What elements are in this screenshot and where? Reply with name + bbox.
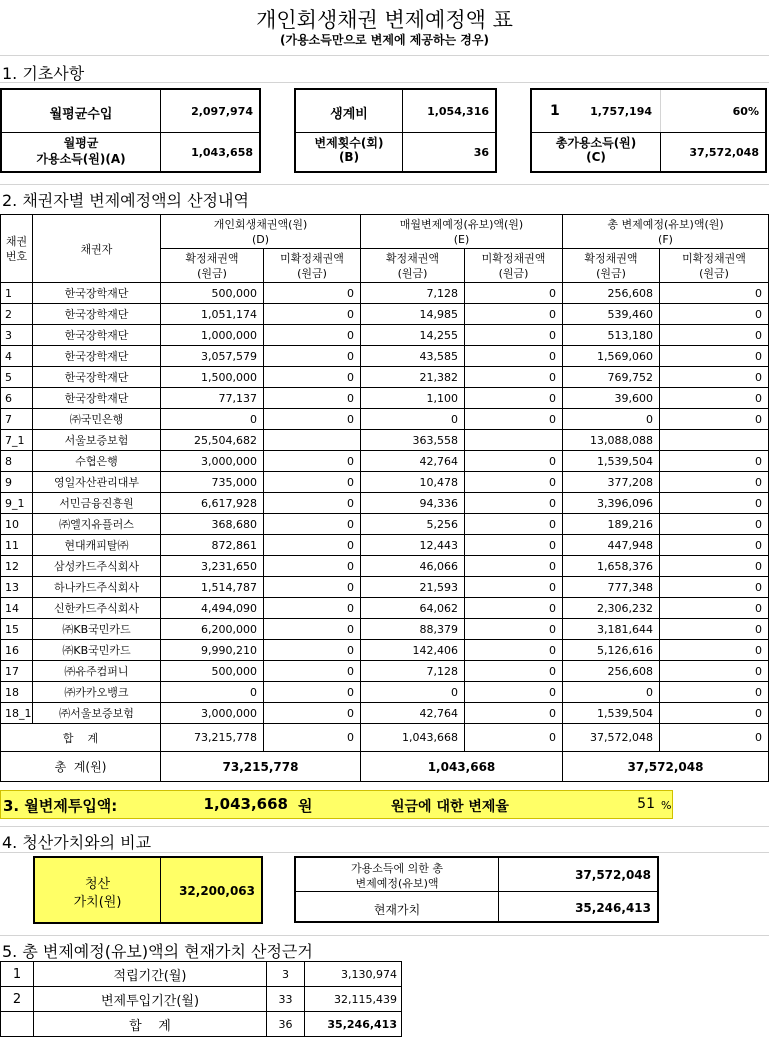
- pv-row: [1, 962, 402, 987]
- amount-e1: 363,558: [361, 430, 465, 451]
- creditor-no: 16: [1, 640, 33, 661]
- table-row: [1, 514, 769, 535]
- liquidation-label: 청산: [84, 877, 111, 892]
- page-subtitle: (가용소득만으로 변제에 제공하는 경우): [280, 33, 489, 47]
- amount-f2: 0: [660, 514, 769, 535]
- header-unconfirmed: 미확정채권액 (원금): [264, 249, 361, 283]
- table-row: [1, 703, 769, 724]
- amount-e2: 0: [465, 283, 563, 304]
- pv-row: [1, 987, 402, 1012]
- sum-d2: 0: [264, 724, 361, 752]
- amount-d1: 25,504,682: [161, 430, 264, 451]
- pv-sum-value: 35,246,413: [305, 1012, 402, 1037]
- header-creditor-no: 채권 번호: [1, 215, 33, 283]
- grid-line: [0, 184, 769, 185]
- amount-d2: 0: [264, 325, 361, 346]
- repayment-count-label-2: (B): [338, 150, 360, 164]
- amount-f1: 377,208: [563, 472, 660, 493]
- amount-e2: 0: [465, 346, 563, 367]
- total-row: [1, 752, 769, 782]
- amount-d2: 0: [264, 703, 361, 724]
- amount-f2: 0: [660, 346, 769, 367]
- amount-e1: 21,593: [361, 577, 465, 598]
- amount-d1: 9,990,210: [161, 640, 264, 661]
- amount-d2: 0: [264, 346, 361, 367]
- amount-f1: 0: [563, 682, 660, 703]
- amount-e1: 46,066: [361, 556, 465, 577]
- amount-d1: 1,514,787: [161, 577, 264, 598]
- creditor-name: ㈜유주컴퍼니: [33, 661, 161, 682]
- amount-e1: 10,478: [361, 472, 465, 493]
- table-row: [1, 367, 769, 388]
- amount-d1: 1,000,000: [161, 325, 264, 346]
- amount-e1: 5,256: [361, 514, 465, 535]
- available-total-label-2: 변제예정(유보)액: [355, 877, 439, 890]
- amount-f2: 0: [660, 388, 769, 409]
- grid-line: [0, 55, 769, 56]
- total-available-label: 총가용소득(원): [555, 136, 637, 150]
- amount-d1: 4,494,090: [161, 598, 264, 619]
- amount-e1: 64,062: [361, 598, 465, 619]
- pv-no: 1: [1, 962, 34, 987]
- section-3-title: 3. 월변제투입액:: [3, 797, 118, 815]
- amount-f1: 39,600: [563, 388, 660, 409]
- family-amount: 1,757,194: [590, 105, 652, 118]
- amount-d2: 0: [264, 514, 361, 535]
- amount-f2: 0: [660, 661, 769, 682]
- present-value-value: 35,246,413: [575, 901, 651, 915]
- amount-e2: 0: [465, 619, 563, 640]
- amount-f1: 1,539,504: [563, 703, 660, 724]
- liquidation-value-box: [33, 856, 263, 924]
- amount-e1: 14,985: [361, 304, 465, 325]
- amount-e2: 0: [465, 703, 563, 724]
- amount-f1: 1,539,504: [563, 451, 660, 472]
- repayment-ratio-label: 원금에 대한 변제율: [391, 799, 509, 815]
- page-title: 개인회생채권 변제예정액 표: [256, 8, 513, 32]
- creditor-name: ㈜카카오뱅크: [33, 682, 161, 703]
- amount-f2: 0: [660, 682, 769, 703]
- creditor-no: 7: [1, 409, 33, 430]
- amount-d1: 0: [161, 682, 264, 703]
- pv-sum-label: 합 계: [34, 1012, 267, 1037]
- creditor-no: 3: [1, 325, 33, 346]
- creditor-name: ㈜국민은행: [33, 409, 161, 430]
- section-5-title: 5. 총 변제예정(유보)액의 현재가치 산정근거: [2, 942, 313, 961]
- amount-f2: [660, 430, 769, 451]
- amount-e2: 0: [465, 451, 563, 472]
- sum-f1: 37,572,048: [563, 724, 660, 752]
- amount-f1: 13,088,088: [563, 430, 660, 451]
- amount-f2: 0: [660, 577, 769, 598]
- amount-e2: 0: [465, 640, 563, 661]
- amount-f1: 2,306,232: [563, 598, 660, 619]
- creditor-name: ㈜KB국민카드: [33, 619, 161, 640]
- table-row: [1, 535, 769, 556]
- amount-d2: 0: [264, 682, 361, 703]
- amount-e1: 88,379: [361, 619, 465, 640]
- living-cost-value: 1,054,316: [427, 105, 489, 118]
- header-creditor: 채권자: [33, 215, 161, 283]
- total-label: 총 계(원): [1, 752, 161, 782]
- amount-e1: 1,100: [361, 388, 465, 409]
- amount-f2: 0: [660, 619, 769, 640]
- section-2-title: 2. 채권자별 변제예정액의 산정내역: [2, 191, 249, 210]
- amount-f1: 447,948: [563, 535, 660, 556]
- amount-f2: 0: [660, 304, 769, 325]
- creditor-name: ㈜KB국민카드: [33, 640, 161, 661]
- amount-d2: 0: [264, 304, 361, 325]
- amount-f1: 539,460: [563, 304, 660, 325]
- table-row: [1, 556, 769, 577]
- header-D: 개인회생채권액(원) (D): [161, 215, 361, 249]
- amount-d2: 0: [264, 598, 361, 619]
- header-F: 총 변제예정(유보)액(원) (F): [563, 215, 769, 249]
- available-total-value: 37,572,048: [575, 868, 651, 882]
- amount-d2: 0: [264, 388, 361, 409]
- amount-d2: 0: [264, 661, 361, 682]
- creditor-name: ㈜엘지유플러스: [33, 514, 161, 535]
- pv-sum-row: [1, 1012, 402, 1037]
- amount-d1: 368,680: [161, 514, 264, 535]
- amount-e2: 0: [465, 325, 563, 346]
- amount-e2: 0: [465, 472, 563, 493]
- amount-e2: 0: [465, 493, 563, 514]
- table-row: [1, 409, 769, 430]
- creditor-no: 4: [1, 346, 33, 367]
- amount-e2: 0: [465, 388, 563, 409]
- available-income-label: 월평균: [63, 136, 99, 150]
- amount-d2: 0: [264, 283, 361, 304]
- creditor-no: 10: [1, 514, 33, 535]
- table-row: [1, 325, 769, 346]
- pv-label: 적립기간(월): [34, 962, 267, 987]
- table-row: [1, 451, 769, 472]
- amount-f1: 1,658,376: [563, 556, 660, 577]
- amount-f1: 5,126,616: [563, 640, 660, 661]
- creditor-no: 13: [1, 577, 33, 598]
- amount-d2: 0: [264, 577, 361, 598]
- creditor-no: 1: [1, 283, 33, 304]
- creditor-name: 서울보증보험: [33, 430, 161, 451]
- amount-f2: 0: [660, 283, 769, 304]
- creditor-no: 9_1: [1, 493, 33, 514]
- monthly-repayment-amount: 1,043,668: [203, 795, 288, 813]
- amount-d1: 735,000: [161, 472, 264, 493]
- amount-d2: 0: [264, 556, 361, 577]
- total-available-label-2: (C): [586, 150, 606, 164]
- amount-f2: 0: [660, 640, 769, 661]
- amount-d1: 6,200,000: [161, 619, 264, 640]
- creditor-no: 11: [1, 535, 33, 556]
- total-available-value: 37,572,048: [689, 146, 759, 159]
- amount-d1: 6,617,928: [161, 493, 264, 514]
- creditor-no: 5: [1, 367, 33, 388]
- amount-f1: 256,608: [563, 283, 660, 304]
- amount-d1: 77,137: [161, 388, 264, 409]
- amount-d1: 500,000: [161, 283, 264, 304]
- table-row: [1, 283, 769, 304]
- amount-f1: 3,181,644: [563, 619, 660, 640]
- header-confirmed: 확정채권액 (원금): [563, 249, 660, 283]
- amount-f1: 256,608: [563, 661, 660, 682]
- section-1-title: 1. 기초사항: [2, 64, 85, 83]
- creditor-name: 한국장학재단: [33, 388, 161, 409]
- monthly-income-value: 2,097,974: [191, 105, 253, 118]
- creditor-name: 서민금융진흥원: [33, 493, 161, 514]
- sum-e2: 0: [465, 724, 563, 752]
- table-row: [1, 640, 769, 661]
- creditor-no: 14: [1, 598, 33, 619]
- amount-e1: 42,764: [361, 703, 465, 724]
- amount-e2: 0: [465, 409, 563, 430]
- pv-no: 2: [1, 987, 34, 1012]
- header-E: 매월변제예정(유보)액(원) (E): [361, 215, 563, 249]
- amount-d2: 0: [264, 367, 361, 388]
- pv-sum-blank: [1, 1012, 34, 1037]
- amount-e1: 42,764: [361, 451, 465, 472]
- amount-d2: 0: [264, 451, 361, 472]
- creditor-name: 한국장학재단: [33, 304, 161, 325]
- present-value-compare-box: [294, 856, 659, 923]
- creditor-no: 12: [1, 556, 33, 577]
- available-total-label: 가용소득에 의한 총: [350, 862, 443, 875]
- amount-f2: 0: [660, 598, 769, 619]
- amount-f1: 777,348: [563, 577, 660, 598]
- creditor-name: 한국장학재단: [33, 325, 161, 346]
- sum-f2: 0: [660, 724, 769, 752]
- table-row: [1, 472, 769, 493]
- amount-e2: 0: [465, 661, 563, 682]
- table-row: [1, 577, 769, 598]
- creditor-no: 8: [1, 451, 33, 472]
- liquidation-label-2: 가치(원): [73, 895, 122, 910]
- amount-e1: 7,128: [361, 283, 465, 304]
- amount-f1: 189,216: [563, 514, 660, 535]
- table-row: [1, 430, 769, 451]
- amount-e2: 0: [465, 598, 563, 619]
- repayment-count-label: 변제횟수(회): [314, 136, 384, 150]
- amount-d1: 0: [161, 409, 264, 430]
- header-unconfirmed: 미확정채권액 (원금): [660, 249, 769, 283]
- grid-line: [0, 82, 769, 83]
- amount-f2: 0: [660, 556, 769, 577]
- sum-e1: 1,043,668: [361, 724, 465, 752]
- sum-label: 합 계: [1, 724, 161, 752]
- amount-e2: 0: [465, 304, 563, 325]
- amount-d1: 3,000,000: [161, 703, 264, 724]
- pv-label: 변제투입기간(월): [34, 987, 267, 1012]
- header-confirmed: 확정채권액 (원금): [161, 249, 264, 283]
- amount-d1: 3,231,650: [161, 556, 264, 577]
- creditor-name: 한국장학재단: [33, 367, 161, 388]
- amount-e2: [465, 430, 563, 451]
- grid-line: [0, 935, 769, 936]
- total-f: 37,572,048: [563, 752, 769, 782]
- amount-f2: 0: [660, 325, 769, 346]
- monthly-repayment-unit: 원: [298, 797, 313, 815]
- amount-e2: 0: [465, 514, 563, 535]
- amount-e1: 14,255: [361, 325, 465, 346]
- creditor-no: 9: [1, 472, 33, 493]
- pv-sum-months: 36: [267, 1012, 305, 1037]
- amount-e1: 7,128: [361, 661, 465, 682]
- amount-f2: 0: [660, 493, 769, 514]
- amount-d2: 0: [264, 472, 361, 493]
- table-row: [1, 661, 769, 682]
- creditor-no: 6: [1, 388, 33, 409]
- creditor-name: 신한카드주식회사: [33, 598, 161, 619]
- creditor-no: 2: [1, 304, 33, 325]
- pv-value: 3,130,974: [305, 962, 402, 987]
- creditor-no: 15: [1, 619, 33, 640]
- amount-d2: 0: [264, 409, 361, 430]
- amount-e1: 43,585: [361, 346, 465, 367]
- amount-d1: 1,500,000: [161, 367, 264, 388]
- creditor-name: ㈜서울보증보험: [33, 703, 161, 724]
- repayment-ratio-value: 51: [637, 796, 655, 812]
- table-row: [1, 304, 769, 325]
- amount-e2: 0: [465, 535, 563, 556]
- available-income-value: 1,043,658: [191, 146, 253, 159]
- present-value-label: 현재가치: [373, 903, 421, 917]
- amount-f1: 3,396,096: [563, 493, 660, 514]
- amount-d1: 3,057,579: [161, 346, 264, 367]
- amount-e2: 0: [465, 682, 563, 703]
- living-cost-box: [294, 88, 497, 173]
- amount-e1: 94,336: [361, 493, 465, 514]
- section-4-title: 4. 청산가치와의 비교: [2, 833, 152, 852]
- pv-months: 33: [267, 987, 305, 1012]
- amount-f1: 513,180: [563, 325, 660, 346]
- table-row: [1, 388, 769, 409]
- repayment-count-value: 36: [473, 146, 489, 159]
- amount-e2: 0: [465, 556, 563, 577]
- table-row: [1, 493, 769, 514]
- amount-e1: 12,443: [361, 535, 465, 556]
- creditor-name: 영일자산관리대부: [33, 472, 161, 493]
- amount-e1: 0: [361, 682, 465, 703]
- creditor-name: 한국장학재단: [33, 283, 161, 304]
- amount-e1: 142,406: [361, 640, 465, 661]
- amount-d1: 872,861: [161, 535, 264, 556]
- header-confirmed: 확정채권액 (원금): [361, 249, 465, 283]
- amount-f2: 0: [660, 535, 769, 556]
- sum-row: [1, 724, 769, 752]
- creditor-no: 18_1: [1, 703, 33, 724]
- present-value-table: [0, 961, 402, 1037]
- monthly-income-label: 월평균수입: [49, 107, 113, 122]
- available-income-label-2: 가용소득(원)(A): [36, 152, 126, 166]
- creditor-table: [0, 214, 769, 782]
- amount-d2: 0: [264, 493, 361, 514]
- amount-e2: 0: [465, 577, 563, 598]
- table-row: [1, 346, 769, 367]
- family-percent: 60%: [732, 105, 759, 118]
- amount-f2: 0: [660, 367, 769, 388]
- creditor-name: 현대캐피탈㈜: [33, 535, 161, 556]
- creditor-name: 삼성카드주식회사: [33, 556, 161, 577]
- amount-d1: 1,051,174: [161, 304, 264, 325]
- creditor-name: 한국장학재단: [33, 346, 161, 367]
- total-available-box: [530, 88, 767, 173]
- creditor-name: 하나카드주식회사: [33, 577, 161, 598]
- amount-f1: 769,752: [563, 367, 660, 388]
- amount-e1: 0: [361, 409, 465, 430]
- creditor-no: 7_1: [1, 430, 33, 451]
- total-e: 1,043,668: [361, 752, 563, 782]
- pv-months: 3: [267, 962, 305, 987]
- grid-line: [0, 826, 769, 827]
- header-unconfirmed: 미확정채권액 (원금): [465, 249, 563, 283]
- amount-d2: [264, 430, 361, 451]
- amount-d2: 0: [264, 619, 361, 640]
- amount-f2: 0: [660, 472, 769, 493]
- family-count: 1: [550, 103, 560, 119]
- repayment-ratio-percent: %: [661, 799, 672, 812]
- income-box: [0, 88, 261, 173]
- sum-d1: 73,215,778: [161, 724, 264, 752]
- amount-e2: 0: [465, 367, 563, 388]
- amount-d2: 0: [264, 535, 361, 556]
- amount-f1: 1,569,060: [563, 346, 660, 367]
- creditor-name: 수협은행: [33, 451, 161, 472]
- amount-f2: 0: [660, 703, 769, 724]
- amount-d1: 500,000: [161, 661, 264, 682]
- table-row: [1, 598, 769, 619]
- table-row: [1, 682, 769, 703]
- amount-d2: 0: [264, 640, 361, 661]
- creditor-no: 18: [1, 682, 33, 703]
- liquidation-value: 32,200,063: [179, 884, 255, 898]
- amount-d1: 3,000,000: [161, 451, 264, 472]
- table-row: [1, 619, 769, 640]
- creditor-no: 17: [1, 661, 33, 682]
- amount-f2: 0: [660, 451, 769, 472]
- living-cost-label: 생계비: [330, 107, 368, 122]
- amount-e1: 21,382: [361, 367, 465, 388]
- total-d: 73,215,778: [161, 752, 361, 782]
- pv-value: 32,115,439: [305, 987, 402, 1012]
- amount-f2: 0: [660, 409, 769, 430]
- amount-f1: 0: [563, 409, 660, 430]
